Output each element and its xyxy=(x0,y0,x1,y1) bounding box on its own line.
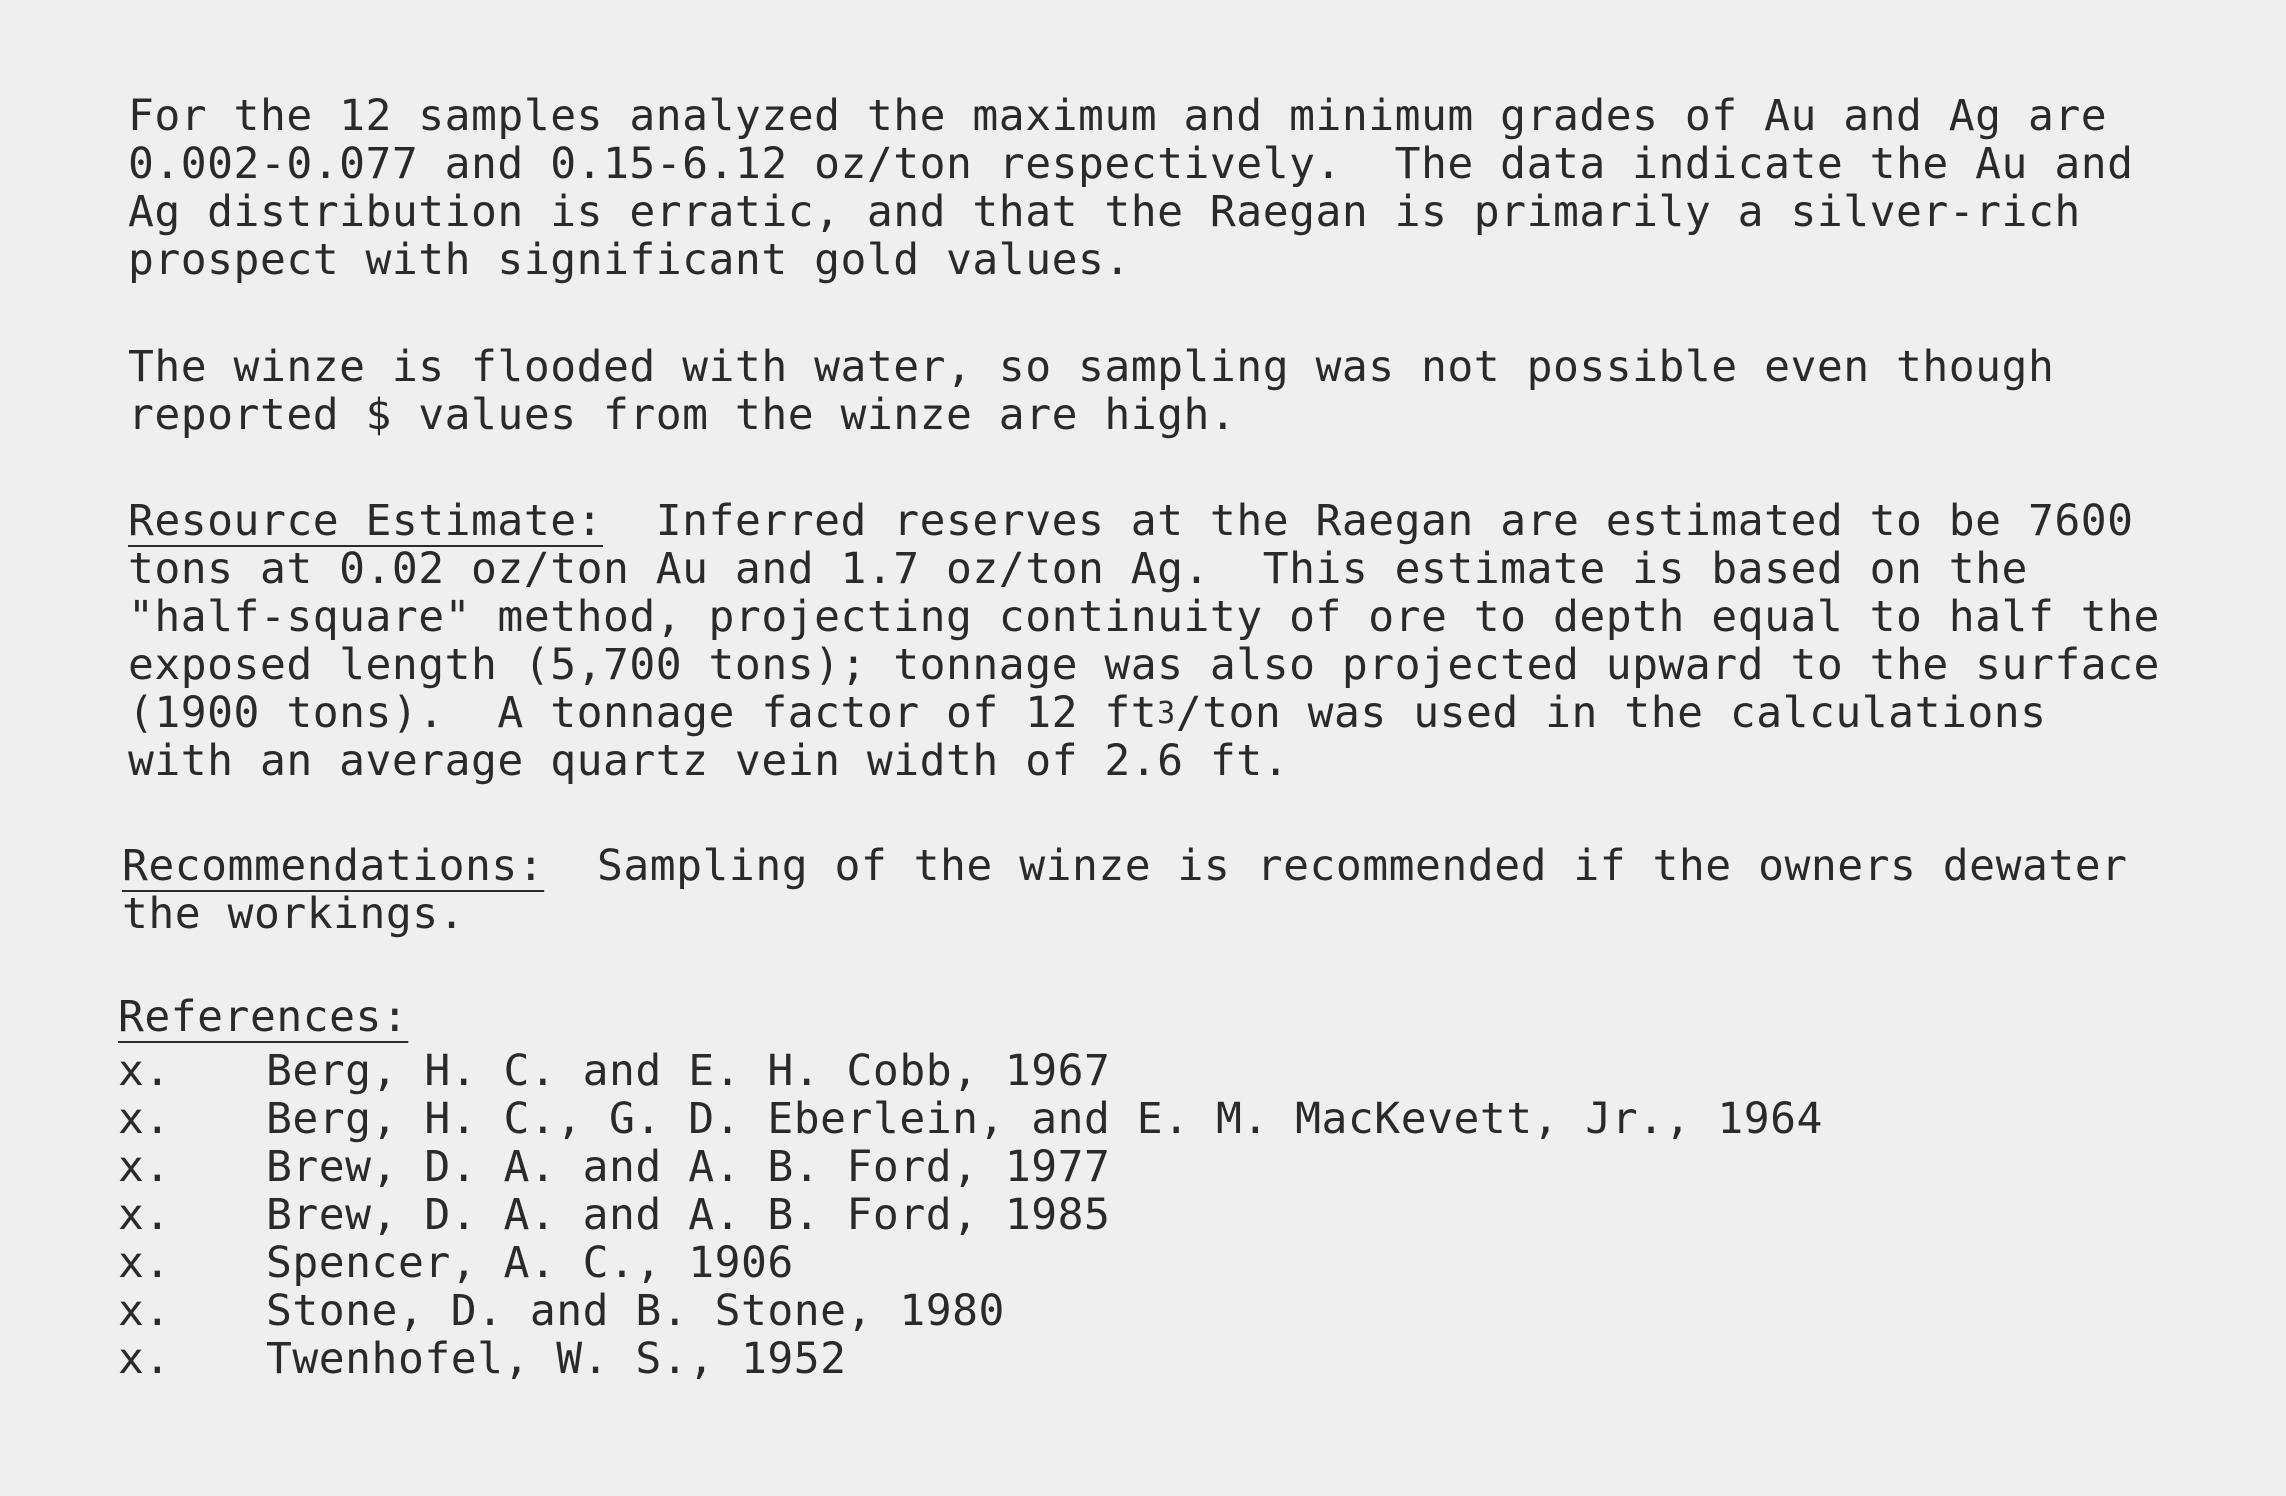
paragraph-winze xyxy=(128,343,2128,439)
text-line: Ag distribution is erratic, and that the Raegan is primarily a silver-rich xyxy=(128,187,2081,237)
text-line: exposed length (5,700 tons); tonnage was also projected upward to the surface xyxy=(128,640,2160,690)
reference-item xyxy=(118,1239,1823,1287)
text-line xyxy=(128,689,2128,737)
reference-text: Twenhofel, W. S., 1952 xyxy=(266,1334,847,1384)
paragraph-resource-estimate xyxy=(128,496,2160,786)
reference-text: Berg, H. C. and E. H. Cobb, 1967 xyxy=(266,1046,1111,1096)
reference-text: Stone, D. and B. Stone, 1980 xyxy=(266,1286,1005,1336)
reference-item xyxy=(118,1047,1823,1095)
text-fragment: (1900 tons). A tonnage factor of 12 ft xyxy=(128,688,1158,738)
reference-item xyxy=(118,1335,1823,1383)
reference-item xyxy=(118,1287,1823,1335)
paragraph-recommendations xyxy=(122,841,2128,939)
reference-marker: x. xyxy=(118,1238,171,1288)
references-heading-line xyxy=(118,993,2118,1041)
section-heading-references: References: xyxy=(118,992,409,1042)
text-line: the workings. xyxy=(122,889,466,939)
reference-marker: x. xyxy=(118,1190,171,1240)
text-fragment: /ton was used in the calculations xyxy=(1175,688,2047,738)
text-line xyxy=(122,841,2128,891)
text-line: For the 12 samples analyzed the maximum and minimum grades of Au and Ag are xyxy=(128,91,2108,141)
text-fragment: Sampling of the winze is recommended if the owners dewater xyxy=(544,841,2128,891)
text-line: 0.002-0.077 and 0.15-6.12 oz/ton respectively. The data indicate the Au and xyxy=(128,139,2134,189)
reference-item xyxy=(118,1191,1823,1239)
reference-item xyxy=(118,1095,1823,1143)
text-line: with an average quartz vein width of 2.6 ft. xyxy=(128,736,1290,786)
text-fragment: Inferred reserves at the Raegan are estimated to be 7600 xyxy=(603,496,2134,546)
text-line: "half-square" method, projecting continuity of ore to depth equal to half the xyxy=(128,592,2160,642)
text-line: tons at 0.02 oz/ton Au and 1.7 oz/ton Ag. This estimate is based on the xyxy=(128,544,2028,594)
references-list xyxy=(118,1047,1823,1383)
paragraph-sample-grades xyxy=(128,91,2134,285)
text-line: The winze is flooded with water, so sampling was not possible even though xyxy=(128,342,2055,392)
reference-text: Berg, H. C., G. D. Eberlein, and E. M. MacKevett, Jr., 1964 xyxy=(266,1094,1823,1144)
superscript-cubed: 3 xyxy=(1157,696,1176,731)
section-heading-recommendations: Recommendations: xyxy=(122,841,545,891)
text-line xyxy=(128,496,2134,546)
reference-marker: x. xyxy=(118,1334,171,1384)
text-line: reported $ values from the winze are high. xyxy=(128,390,1237,440)
reference-marker: x. xyxy=(118,1286,171,1336)
reference-marker: x. xyxy=(118,1142,171,1192)
text-line: prospect with significant gold values. xyxy=(128,235,1131,285)
reference-marker: x. xyxy=(118,1046,171,1096)
reference-text: Brew, D. A. and A. B. Ford, 1977 xyxy=(266,1142,1111,1192)
reference-marker: x. xyxy=(118,1094,171,1144)
section-heading-resource-estimate: Resource Estimate: xyxy=(128,496,603,546)
reference-item xyxy=(118,1143,1823,1191)
reference-text: Spencer, A. C., 1906 xyxy=(266,1238,794,1288)
reference-text: Brew, D. A. and A. B. Ford, 1985 xyxy=(266,1190,1111,1240)
